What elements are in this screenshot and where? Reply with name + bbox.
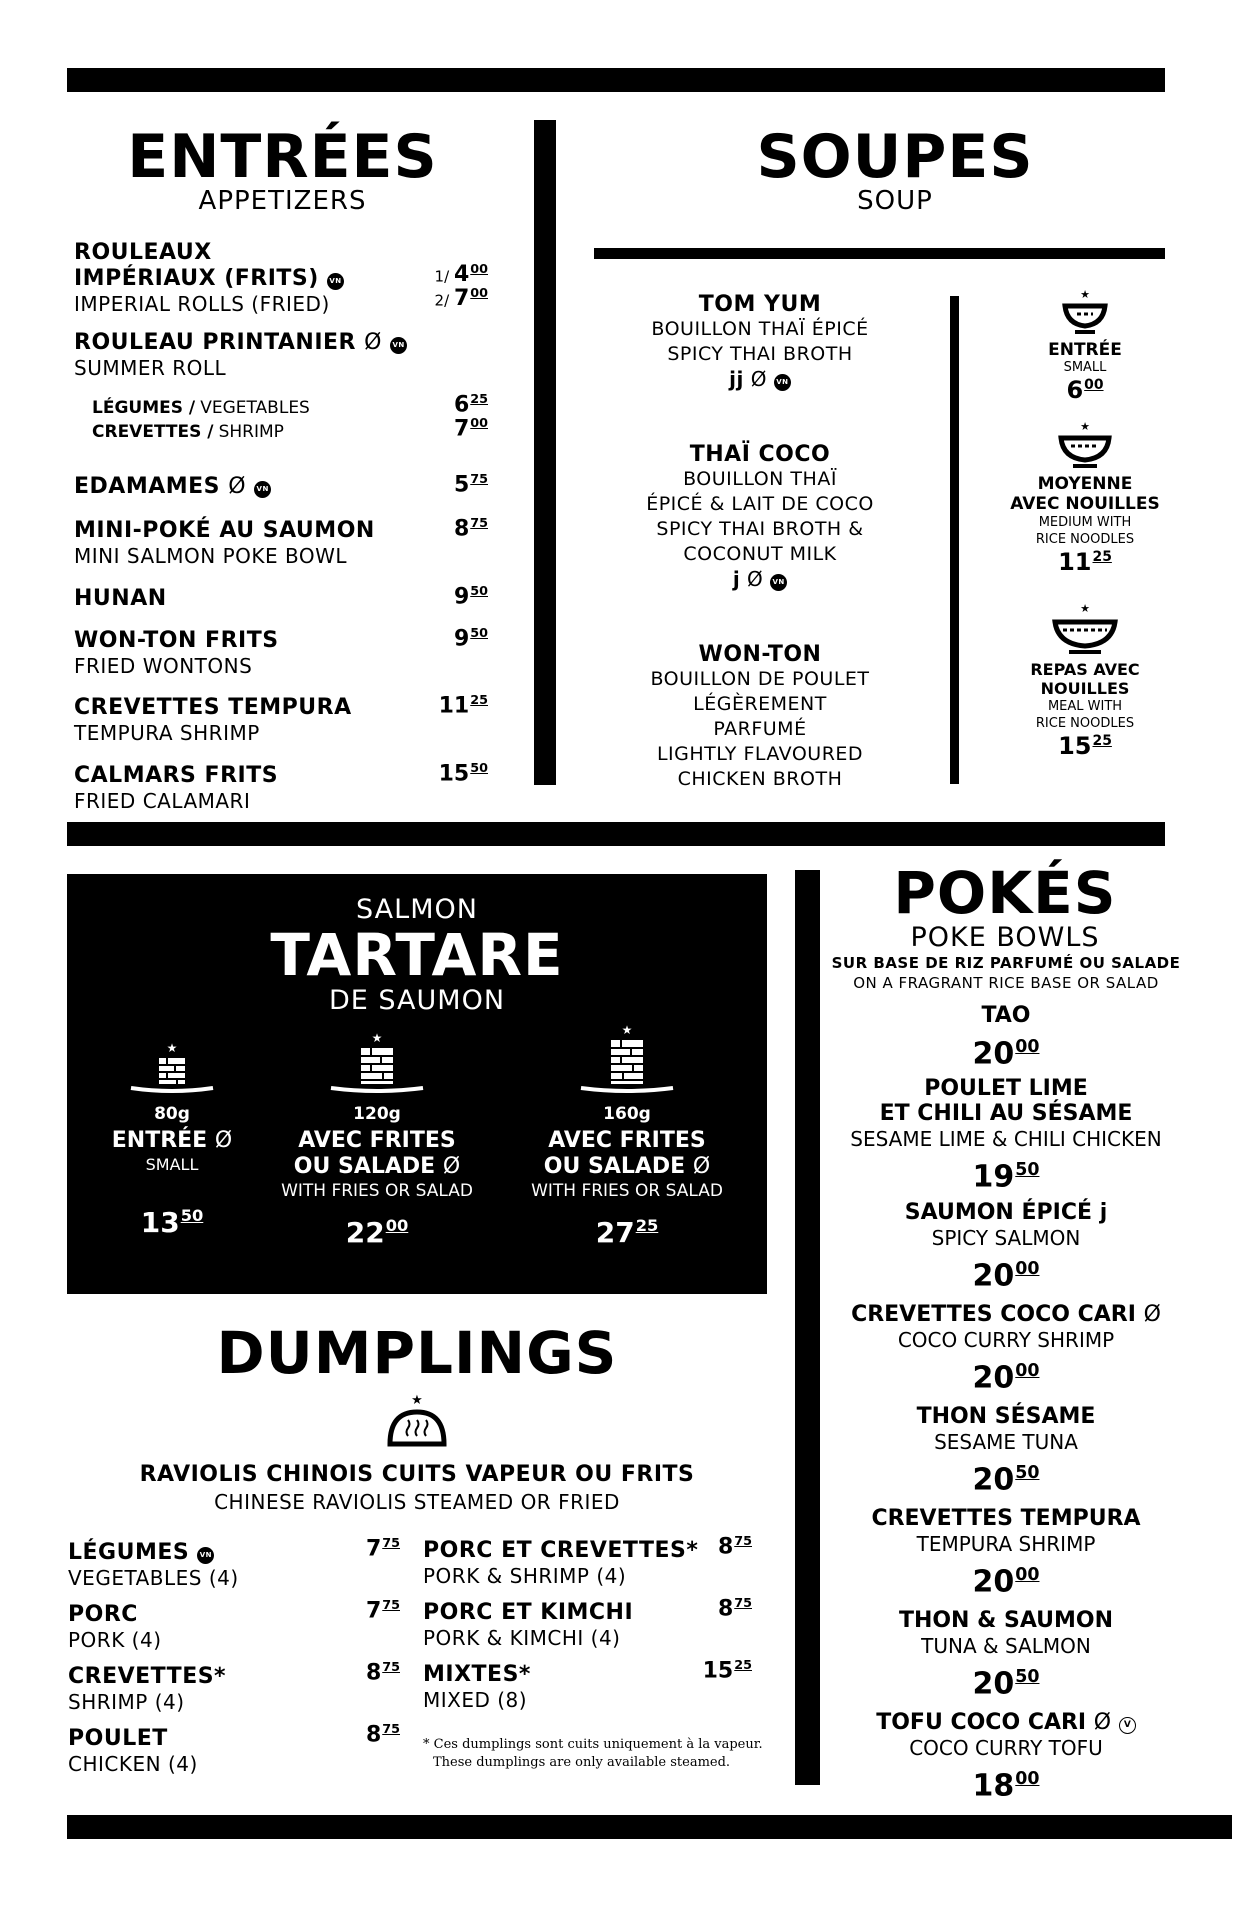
item-name-en: COCO CURRY TOFU (909, 1736, 1103, 1760)
poke-tao (826, 1002, 1186, 1072)
vegan-icon: VN (774, 374, 791, 391)
tartare-plate-icon (127, 1040, 217, 1096)
poke-price: $20^{00}$ (972, 1258, 1040, 1294)
item-name-en: PORK & SHRIMP (4) (423, 1564, 627, 1588)
price-shrimp: $7^{00}$ (453, 416, 488, 442)
poke-saumon-epice (826, 1200, 1186, 1294)
entree-item-summer-roll (74, 330, 514, 380)
item-name-en: PORK & KIMCHI (4) (423, 1626, 621, 1650)
item-name-fr: ROULEAUX (74, 240, 212, 265)
svg-text:★: ★ (1080, 602, 1090, 615)
gluten-free-icon: Ø (1093, 1710, 1112, 1735)
pokes-base-en: ON A FRAGRANT RICE BASE OR SALAD (853, 974, 1159, 992)
bowl-small-icon (1055, 288, 1115, 336)
item-name-fr: THON & SAUMON (898, 1608, 1114, 1633)
item-name-fr: TAO (981, 1003, 1031, 1028)
size-name-fr: REPAS AVEC (1030, 660, 1140, 679)
poke-price: $19^{50}$ (972, 1159, 1040, 1195)
item-name-fr: PORC ET KIMCHI (423, 1600, 634, 1625)
gluten-free-icon: Ø (692, 1154, 711, 1179)
summer-roll-option-vegetables: LÉGUMES / VEGETABLES (92, 398, 310, 418)
size-name-fr: ENTRÉE (1048, 340, 1122, 360)
soup-thai-coco: THAÏ COCO BOUILLON THAÏ ÉPICÉ & LAIT DE COCO SPICY THAI BROTH & COCONUT MILK ϳ Ø VN (610, 442, 910, 592)
item-name-en: PORK (4) (68, 1628, 162, 1652)
dumplings-desc-fr: RAVIOLIS CHINOIS CUITS VAPEUR OU FRITS (139, 1462, 695, 1487)
bowl-medium-icon (1053, 420, 1117, 470)
entrees-subtitle: APPETIZERS (198, 186, 367, 216)
soup-name: TOM YUM (698, 292, 822, 317)
price-won-ton-frits: $9^{50}$ (453, 626, 488, 652)
dumpling-icon (384, 1392, 450, 1452)
pokes-title: POKÉS (893, 859, 1117, 927)
item-name-en: SUMMER ROLL (74, 356, 227, 380)
poke-crevettes-tempura (826, 1506, 1186, 1600)
item-name-en: TEMPURA SHRIMP (916, 1532, 1096, 1556)
item-name-fr: ET CHILI AU SÉSAME (879, 1101, 1133, 1126)
item-name-en: MINI SALMON POKE BOWL (74, 544, 348, 568)
item-name-fr: TOFU COCO CARI (876, 1710, 1087, 1735)
item-name-en: SHRIMP (4) (68, 1690, 185, 1714)
item-name-fr: EDAMAMES (74, 474, 221, 499)
item-name-fr: CREVETTES* (68, 1664, 227, 1689)
dumpling-item-pork-kimchi (423, 1600, 723, 1650)
soupes-sizes-divider (950, 296, 959, 784)
price-dumpling-shrimp: $8^{75}$ (365, 1660, 400, 1686)
price-dumpling-pork: $7^{75}$ (365, 1598, 400, 1624)
item-name-fr: POULET (68, 1726, 168, 1751)
tartare-price: $27^{25}$ (595, 1216, 659, 1249)
item-name-en: IMPERIAL ROLLS (FRIED) (74, 292, 330, 316)
price-2-imperial: 2/ $7^{00}$ (434, 286, 488, 312)
pokes-subtitle: POKE BOWLS (910, 922, 1100, 953)
soup-won-ton: WON-TON BOUILLON DE POULET LÉGÈREMENT PARFUMÉ LIGHTLY FLAVOURED CHICKEN BROTH (610, 642, 910, 792)
soupes-subtitle: SOUP (857, 186, 933, 216)
item-name-fr: PORC (68, 1602, 138, 1627)
gluten-free-icon: Ø (747, 567, 764, 591)
size-name-en: MEAL WITH (1047, 699, 1123, 714)
soupes-title: SOUPES (756, 122, 1034, 192)
size-name-en: RICE NOODLES (1035, 716, 1135, 731)
tartare-size-160: ★ 160g AVEC FRITES OU SALADE Ø WITH FRIES OR SALAD $27^{25}$ (517, 1022, 737, 1249)
soup-name: THAÏ COCO (689, 442, 831, 467)
item-name-fr: PORC ET CREVETTES* (423, 1538, 699, 1563)
size-name-en: MEDIUM WITH (1038, 515, 1132, 530)
price-dumpling-pork-shrimp: $8^{75}$ (717, 1534, 752, 1560)
item-name-fr: WON-TON FRITS (74, 628, 279, 653)
size-name-fr: MOYENNE (1037, 474, 1133, 494)
tartare-size-80: ★ 80g ENTRÉE Ø SMALL $13^{50}$ (92, 1040, 252, 1239)
svg-text:★: ★ (1080, 420, 1090, 433)
svg-text:★: ★ (166, 1041, 178, 1055)
size-price: $11^{25}$ (1058, 548, 1112, 576)
pokes-divider (795, 870, 820, 1785)
item-name-fr: LÉGUMES (68, 1540, 190, 1565)
gluten-free-icon: Ø (228, 474, 247, 499)
dumpling-item-pork-shrimp (423, 1538, 723, 1588)
dumplings-title: DUMPLINGS (216, 1319, 618, 1387)
soup-tom-yum: TOM YUM BOUILLON THAÏ ÉPICÉ SPICY THAI BROTH ϳϳ Ø VN (610, 292, 910, 392)
entrees-divider (534, 120, 556, 785)
tartare-weight: 80g (154, 1104, 190, 1124)
price-dumpling-pork-kimchi: $8^{75}$ (717, 1596, 752, 1622)
item-name-en: MIXED (8) (423, 1688, 528, 1712)
gluten-free-icon: Ø (442, 1154, 461, 1179)
tartare-price: $22^{00}$ (345, 1216, 409, 1249)
svg-text:★: ★ (621, 1023, 633, 1037)
price-1-imperial: 1/ $4^{00}$ (434, 262, 488, 288)
item-name-fr: CREVETTES TEMPURA (74, 695, 352, 720)
price-edamames: $5^{75}$ (453, 472, 488, 498)
item-name-fr: MIXTES* (423, 1662, 531, 1687)
item-name-en: TEMPURA SHRIMP (74, 721, 260, 745)
item-name-fr: IMPÉRIAUX (FRITS) VN (74, 266, 514, 292)
poke-price: $20^{00}$ (972, 1564, 1040, 1600)
dumpling-item-pork (68, 1602, 368, 1652)
gluten-free-icon: Ø (364, 330, 382, 355)
item-name-en: SESAME LIME & CHILI CHICKEN (850, 1127, 1162, 1151)
tartare-plate-icon (327, 1030, 427, 1096)
size-name-en: SMALL (1063, 360, 1107, 375)
svg-text:★: ★ (411, 1393, 423, 1408)
soup-name: WON-TON (698, 642, 822, 667)
poke-price: $20^{00}$ (972, 1036, 1040, 1072)
price-dumpling-chicken: $8^{75}$ (365, 1722, 400, 1748)
pokes-base-fr: SUR BASE DE RIZ PARFUMÉ OU SALADE (831, 954, 1181, 972)
entrees-title: ENTRÉES (127, 122, 438, 192)
top-rule (67, 68, 1165, 92)
dumplings-footnote: * Ces dumplings sont cuits uniquement à la vapeur. These dumplings are only available steamed. (423, 1737, 763, 1770)
vegan-icon: VN (254, 481, 271, 498)
item-name-fr: SAUMON ÉPICÉ (904, 1200, 1093, 1225)
dumpling-item-mixed (423, 1662, 723, 1712)
price-dumpling-mixed: $15^{25}$ (702, 1658, 752, 1684)
poke-poulet-lime (826, 1076, 1186, 1195)
item-name-en: COCO CURRY SHRIMP (897, 1328, 1115, 1352)
vegan-icon: VN (770, 574, 787, 591)
price-hunan: $9^{50}$ (453, 584, 488, 610)
item-name-fr: MINI-POKÉ AU SAUMON (74, 518, 375, 543)
price-vegetables: $6^{25}$ (453, 392, 488, 418)
item-name-fr: CREVETTES COCO CARI (851, 1302, 1136, 1327)
price-mini-poke: $8^{75}$ (453, 516, 488, 542)
svg-text:★: ★ (371, 1031, 383, 1045)
poke-price: $18^{00}$ (972, 1768, 1040, 1804)
item-name-en: VEGETABLES (4) (68, 1566, 239, 1590)
soup-size-medium (1000, 420, 1170, 576)
item-name-en: FRIED CALAMARI (74, 789, 251, 813)
tartare-weight: 120g (353, 1104, 401, 1124)
item-name-en: CHICKEN (4) (68, 1752, 198, 1776)
middle-rule (67, 822, 1165, 846)
svg-text:★: ★ (1080, 288, 1090, 301)
soup-size-small (1000, 288, 1170, 404)
tartare-top: SALMON (356, 894, 478, 925)
soupes-rule (594, 248, 1165, 259)
tartare-price: $13^{50}$ (140, 1206, 204, 1239)
tartare-weight: 160g (603, 1104, 651, 1124)
poke-price: $20^{50}$ (972, 1666, 1040, 1702)
gluten-free-icon: Ø (1143, 1302, 1161, 1327)
vegan-icon: VN (327, 273, 344, 290)
price-dumpling-vegetables: $7^{75}$ (365, 1536, 400, 1562)
item-name-fr: HUNAN (74, 586, 167, 611)
item-name-en: FRIED WONTONS (74, 654, 253, 678)
size-name-fr: NOUILLES (1040, 679, 1130, 698)
size-price: $15^{25}$ (1058, 732, 1112, 760)
item-name-fr: POULET LIME (924, 1076, 1088, 1101)
item-name-fr: THON SÉSAME (916, 1404, 1096, 1429)
vegan-icon: VN (197, 1547, 214, 1564)
item-name-fr: CREVETTES TEMPURA (871, 1506, 1141, 1531)
bottom-rule (67, 1815, 1232, 1839)
spicy-icon: ϳϳ (729, 367, 744, 391)
poke-tofu-coco (826, 1710, 1186, 1804)
soup-size-meal (1000, 602, 1170, 760)
item-name-en: SPICY SALMON (931, 1226, 1081, 1250)
item-name-fr: CALMARS FRITS (74, 763, 279, 788)
gluten-free-icon: Ø (750, 367, 767, 391)
price-tempura-shrimp: $11^{25}$ (438, 693, 488, 719)
tartare-plate-icon (577, 1022, 677, 1096)
item-name-en: TUNA & SALMON (921, 1634, 1091, 1658)
poke-price: $20^{00}$ (972, 1360, 1040, 1396)
spicy-icon: ϳ (1099, 1200, 1108, 1225)
dumpling-item-chicken (68, 1726, 368, 1776)
spicy-icon: ϳ (732, 567, 741, 591)
tartare-size-120: ★ 120g AVEC FRITES OU SALADE Ø WITH FRIES OR SALAD $22^{00}$ (272, 1030, 482, 1249)
poke-thon-saumon (826, 1608, 1186, 1702)
item-name-fr: ROULEAU PRINTANIER (74, 330, 356, 355)
vegan-icon: VN (390, 337, 407, 354)
poke-thon-sesame (826, 1404, 1186, 1498)
dumpling-item-vegetables (68, 1540, 368, 1590)
price-calamari: $15^{50}$ (438, 761, 488, 787)
dumpling-item-shrimp (68, 1664, 368, 1714)
tartare-bottom: DE SAUMON (328, 985, 506, 1016)
poke-price: $20^{50}$ (972, 1462, 1040, 1498)
tartare-title: TARTARE (270, 921, 564, 989)
size-name-en: RICE NOODLES (1035, 532, 1135, 547)
vegetarian-icon: V (1119, 1717, 1136, 1734)
summer-roll-option-shrimp: CREVETTES / SHRIMP (92, 422, 284, 442)
dumplings-desc-en: CHINESE RAVIOLIS STEAMED OR FRIED (214, 1490, 620, 1514)
gluten-free-icon: Ø (214, 1128, 233, 1153)
poke-crevettes-coco (826, 1302, 1186, 1396)
size-name-fr: AVEC NOUILLES (1010, 494, 1160, 514)
item-name-en: SESAME TUNA (934, 1430, 1078, 1454)
bowl-large-icon (1049, 602, 1121, 656)
size-price: $6^{00}$ (1066, 376, 1104, 404)
